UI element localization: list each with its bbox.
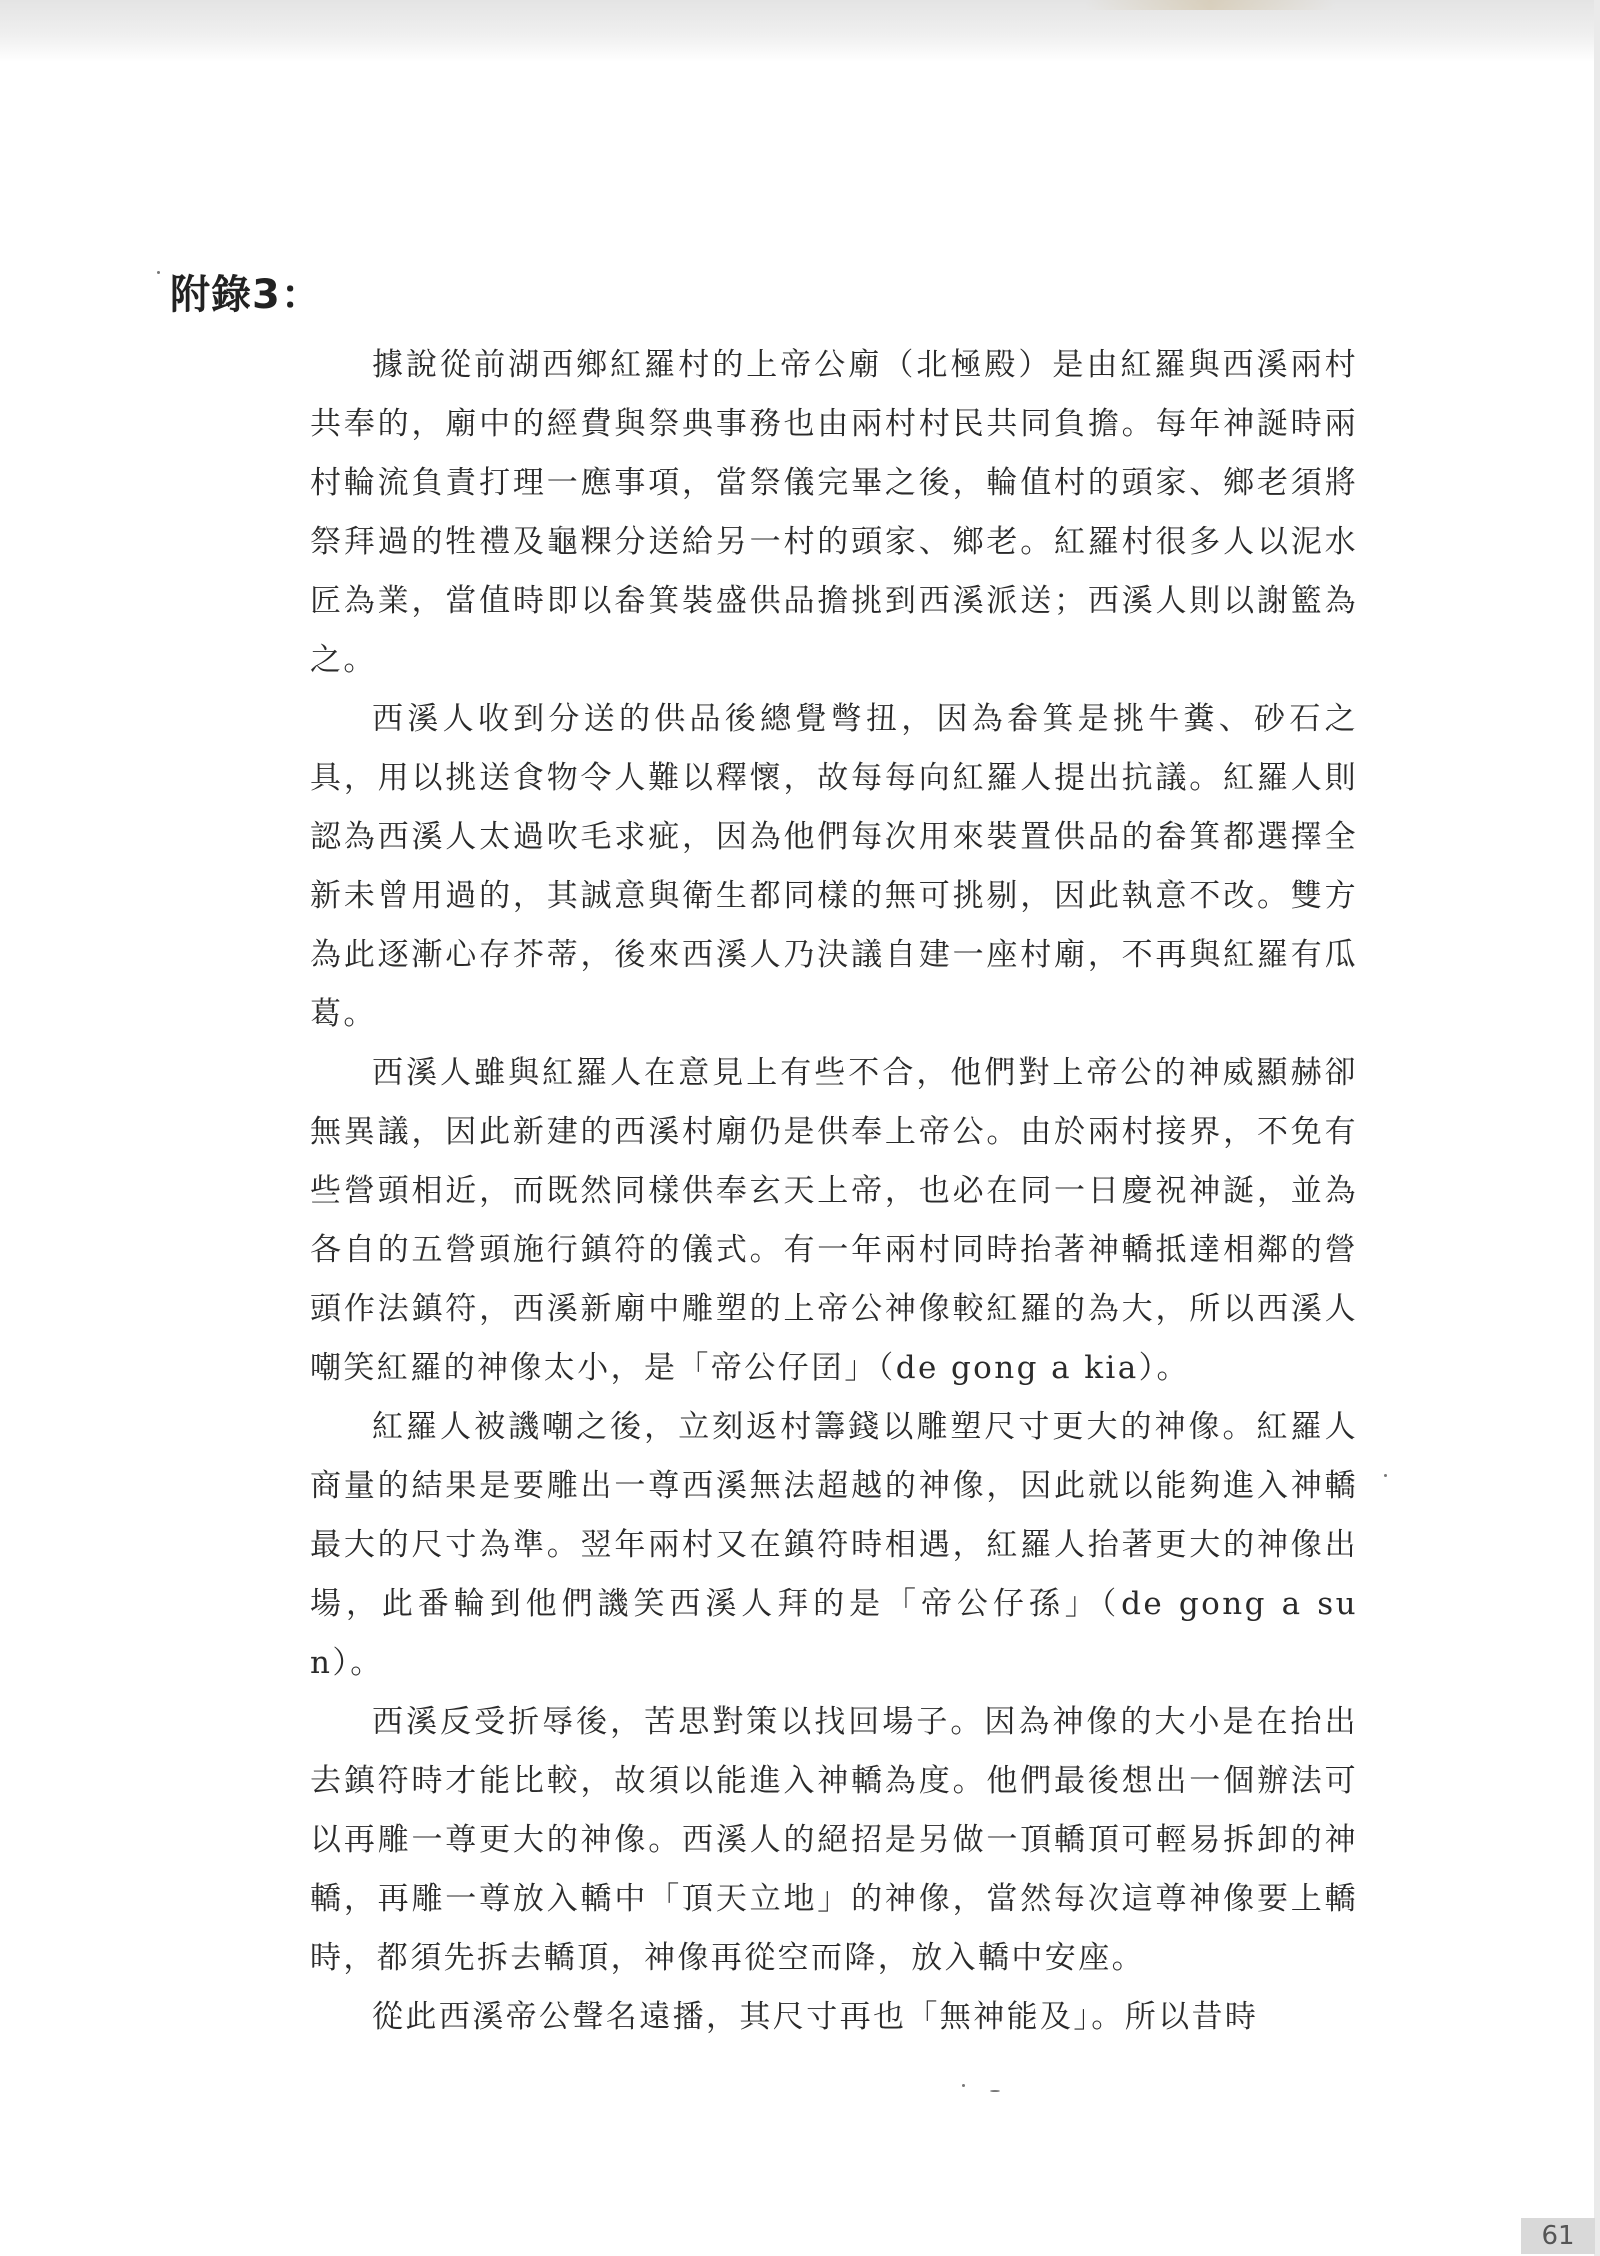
paragraph: 西溪人收到分送的供品後總覺彆扭，因為畚箕是挑牛糞、砂石之具，用以挑送食物令人難以釋懷，故每每向紅羅人提出抗議。紅羅人則認為西溪人太過吹毛求疵，因為他們每次用來裝置供品的畚箕都選擇全新未曾用過的，其誠意與衛生都同樣的無可挑剔，因此執意不改。雙方為此逐漸心存芥蒂，後來西溪人乃決議自建一座村廟，不再與紅羅有瓜葛。 <box>310 701 1358 1032</box>
body-text <box>310 336 1358 2047</box>
paragraph: 紅羅人被譏嘲之後，立刻返村籌錢以雕塑尺寸更大的神像。紅羅人商量的結果是要雕出一尊西溪無法超越的神像，因此就以能夠進入神轎最大的尺寸為準。翌年兩村又在鎮符時相遇，紅羅人抬著更大的神像出場，此番輪到他們譏笑西溪人拜的是「帝公仔孫」（de gong a sun）。 <box>310 1409 1358 1681</box>
scan-bleed-mark <box>1085 0 1335 10</box>
scan-speck <box>157 271 160 274</box>
paragraph: 從此西溪帝公聲名遠播，其尺寸再也「無神能及」。所以昔時 <box>372 1999 1259 2035</box>
paragraph: 據說從前湖西鄉紅羅村的上帝公廟（北極殿）是由紅羅與西溪兩村共奉的，廟中的經費與祭典事務也由兩村村民共同負擔。每年神誕時兩村輪流負責打理一應事項，當祭儀完畢之後，輪值村的頭家、鄉老須將祭拜過的牲禮及龜粿分送給另一村的頭家、鄉老。紅羅村很多人以泥水匠為業，當值時即以畚箕裝盛供品擔挑到西溪派送；西溪人則以謝籃為之。 <box>310 347 1358 678</box>
scan-right-edge <box>1594 0 1600 2256</box>
appendix-heading: 附錄3： <box>170 272 322 318</box>
page-number: 61 <box>1521 2218 1595 2254</box>
scan-speck <box>962 2084 965 2087</box>
scan-top-shadow <box>0 0 1600 62</box>
paragraph: 西溪人雖與紅羅人在意見上有些不合，他們對上帝公的神威顯赫卻無異議，因此新建的西溪村廟仍是供奉上帝公。由於兩村接界，不免有些營頭相近，而既然同樣供奉玄天上帝，也必在同一日慶祝神誕，並為各自的五營頭施行鎮符的儀式。有一年兩村同時抬著神轎抵達相鄰的營頭作法鎮符，西溪新廟中雕塑的上帝公神像較紅羅的為大，所以西溪人嘲笑紅羅的神像太小，是「帝公仔囝」（de gong a kia）。 <box>310 1055 1358 1386</box>
paragraph: 西溪反受折辱後，苦思對策以找回場子。因為神像的大小是在抬出去鎮符時才能比較，故須以能進入神轎為度。他們最後想出一個辦法可以再雕一尊更大的神像。西溪人的絕招是另做一頂轎頂可輕易拆卸的神轎，再雕一尊放入轎中「頂天立地」的神像，當然每次這尊神像要上轎時，都須先拆去轎頂，神像再從空而降，放入轎中安座。 <box>310 1704 1358 1976</box>
scan-speck <box>1384 1474 1387 1477</box>
scan-speck <box>990 2090 1000 2092</box>
